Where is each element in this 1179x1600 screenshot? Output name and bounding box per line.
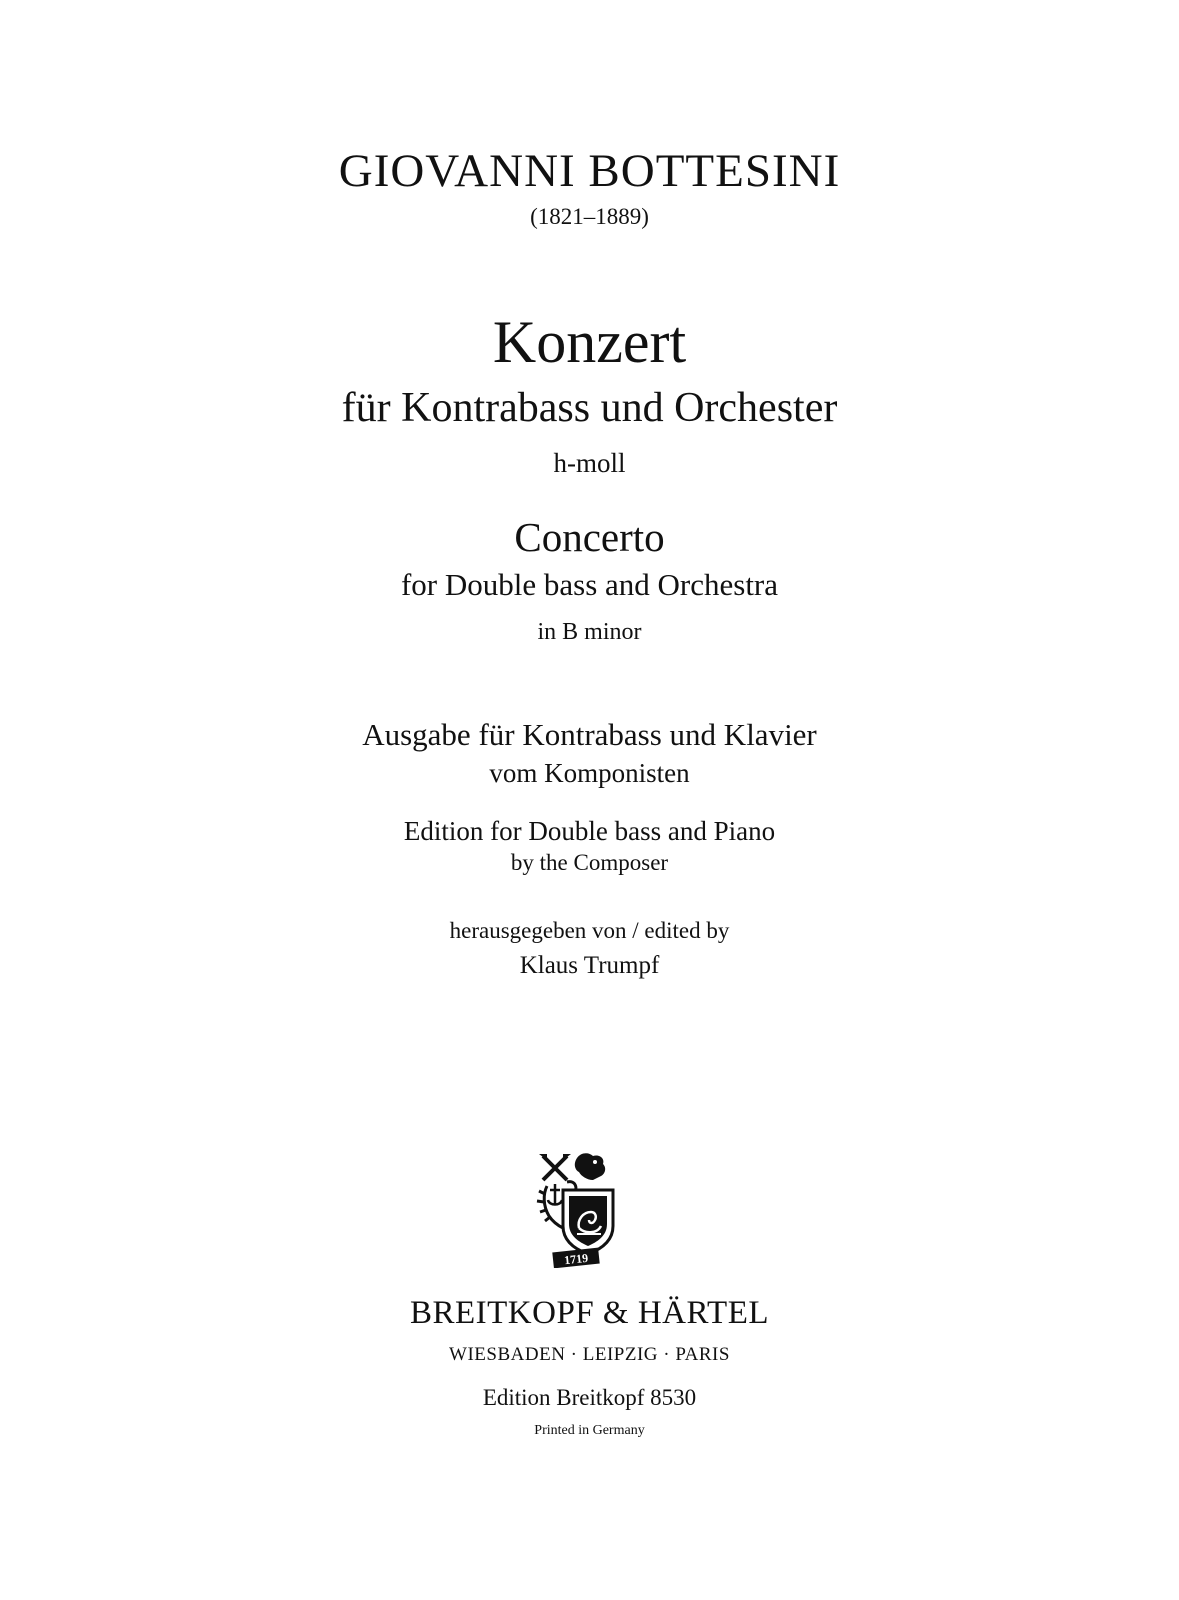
key-english: in B minor — [537, 619, 642, 645]
composer-dates: (1821–1889) — [530, 204, 649, 229]
edition-number: Edition Breitkopf 8530 — [482, 1385, 697, 1410]
title-german: Konzert — [492, 309, 687, 375]
breitkopf-haertel-crest-icon — [533, 1150, 617, 1268]
edition-german-line2: vom Komponisten — [489, 758, 690, 788]
publisher-name: BREITKOPF & HÄRTEL — [409, 1295, 770, 1331]
edition-german-line1: Ausgabe für Kontrabass und Klavier — [362, 717, 817, 752]
edited-by-label: herausgegeben von / edited by — [449, 918, 730, 943]
publisher-cities: WIESBADEN · LEIPZIG · PARIS — [449, 1344, 730, 1365]
edition-english-line2: by the Composer — [510, 850, 669, 875]
edition-english-line1: Edition for Double bass and Piano — [403, 816, 776, 846]
key-german: h-moll — [553, 448, 626, 478]
subtitle-german: für Kontrabass und Orchester — [341, 385, 838, 431]
subtitle-english: for Double bass and Orchestra — [400, 567, 779, 602]
editor-name: Klaus Trumpf — [519, 952, 660, 979]
title-english: Concerto — [514, 514, 665, 560]
printed-in: Printed in Germany — [534, 1423, 645, 1438]
crest-year: 1719 — [563, 1250, 589, 1268]
composer-name: GIOVANNI BOTTESINI — [338, 145, 841, 197]
